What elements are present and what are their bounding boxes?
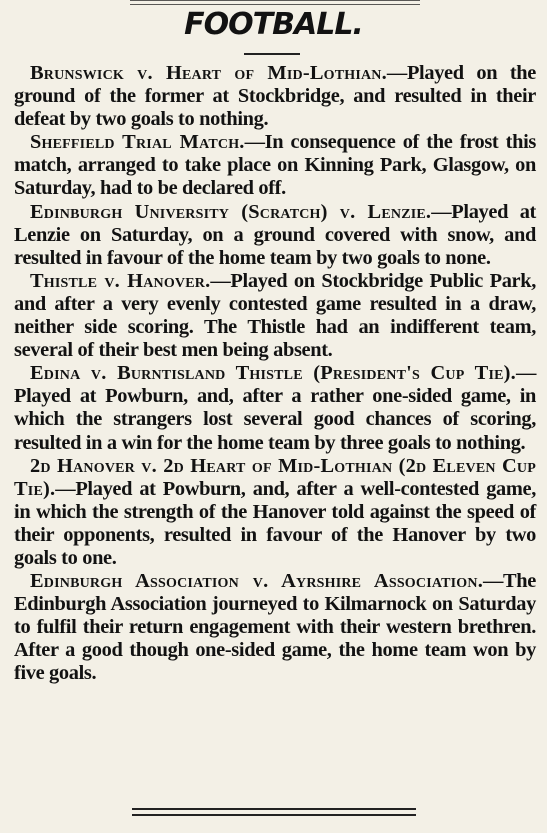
match-body: —Played on the ground of the former at Stockbridge, and resulted in their defeat by two goals to nothing. (14, 62, 536, 131)
match-report (14, 62, 536, 131)
bottom-column-rule (132, 808, 416, 816)
match-report (14, 362, 536, 454)
match-title: Thistle v. Hanover. (30, 269, 211, 292)
match-body: —Played on Stockbridge Public Park, and after a very evenly contested game resulted in a draw, neither side scoring. The Thistle had an indifferent team, several of their best men being absent. (14, 269, 536, 362)
match-title: Edinburgh Association v. Ayrshire Association. (30, 570, 484, 593)
match-report (14, 131, 536, 200)
match-title: 2d Hanover v. 2d Heart of Mid-Lothian (2d Eleven Cup Tie). (14, 454, 536, 500)
match-body: —Played at Powburn, and, after a well-contested game, in which the strength of the Hanover told against the speed of their opponents, resulted in favour of the Hanover by two goals to one. (14, 477, 536, 569)
match-title: Edinburgh University (Scratch) v. Lenzie. (30, 200, 432, 223)
match-body: —The Edinburgh Association journeyed to Kilmarnock on Saturday to fulfil their return engagement with their western brethren. After a good though one-sided game, the home team won by five goals. (14, 570, 536, 685)
heading-underline-rule (244, 53, 300, 55)
section-heading: FOOTBALL. (184, 7, 363, 42)
match-body: —Played at Lenzie on Saturday, on a ground covered with snow, and resulted in favour of the home team by two goals to none. (14, 200, 536, 269)
top-column-rule (130, 0, 420, 5)
match-title: Edina v. Burntisland Thistle (President's Cup Tie). (30, 362, 516, 385)
match-reports (14, 62, 536, 686)
match-body: —In consequence of the frost this match, arranged to take place on Kinning Park, Glasgow, on Saturday, had to be declared off. (14, 131, 537, 200)
match-report (14, 455, 536, 570)
match-body: —Played at Powburn, and, after a rather one-sided game, in which the strangers lost several good chances of scoring, resulted in a win for the home team by three goals to nothing. (14, 362, 536, 454)
match-title: Sheffield Trial Match. (30, 131, 245, 154)
match-report (14, 201, 536, 270)
match-report (14, 570, 536, 685)
match-title: Brunswick v. Heart of Mid-Lothian. (30, 62, 387, 84)
match-report (14, 270, 536, 362)
